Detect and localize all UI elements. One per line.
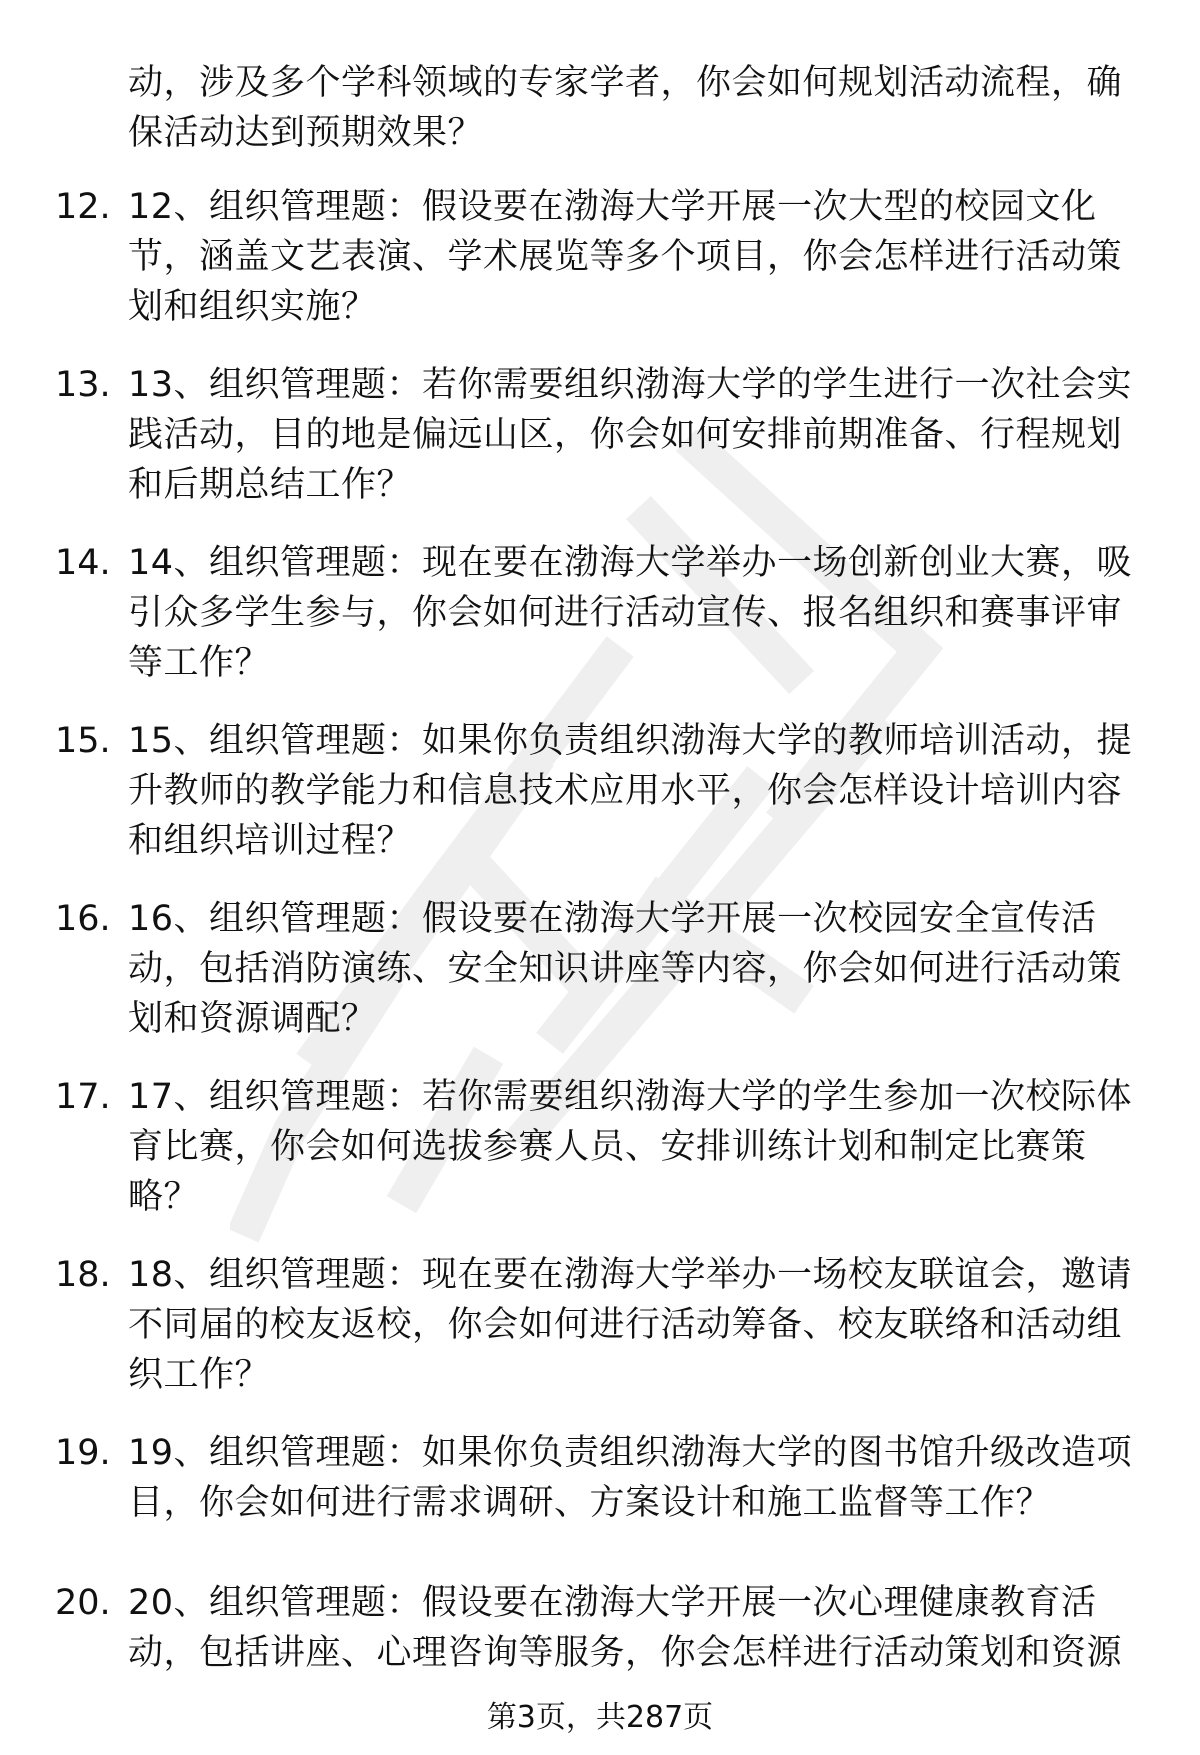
list-number: 17. xyxy=(55,1077,111,1117)
list-number: 15. xyxy=(55,721,111,761)
continued-question-text: 动，涉及多个学科领域的专家学者，你会如何规划活动流程，确保活动达到预期效果？ xyxy=(128,63,1123,153)
list-number: 19. xyxy=(55,1433,111,1473)
question-text: 16、组织管理题：假设要在渤海大学开展一次校园安全宣传活动，包括消防演练、安全知识讲座等内容，你会如何进行活动策划和资源调配？ xyxy=(128,899,1123,1039)
list-number: 20. xyxy=(55,1583,111,1623)
question-text: 14、组织管理题：现在要在渤海大学举办一场创新创业大赛，吸引众多学生参与，你会如何进行活动宣传、报名组织和赛事评审等工作？ xyxy=(128,543,1133,683)
question-text: 13、组织管理题：若你需要组织渤海大学的学生进行一次社会实践活动，目的地是偏远山区，你会如何安排前期准备、行程规划和后期总结工作？ xyxy=(128,365,1133,505)
question-text: 19、组织管理题：如果你负责组织渤海大学的图书馆升级改造项目，你会如何进行需求调研、方案设计和施工监督等工作？ xyxy=(128,1433,1133,1523)
question-text: 15、组织管理题：如果你负责组织渤海大学的教师培训活动，提升教师的教学能力和信息技术应用水平，你会怎样设计培训内容和组织培训过程？ xyxy=(128,721,1133,861)
question-text: 18、组织管理题：现在要在渤海大学举办一场校友联谊会，邀请不同届的校友返校，你会如何进行活动筹备、校友联络和活动组织工作？ xyxy=(128,1255,1133,1395)
question-text: 17、组织管理题：若你需要组织渤海大学的学生参加一次校际体育比赛，你会如何选拔参赛人员、安排训练计划和制定比赛策略？ xyxy=(128,1077,1133,1217)
list-number: 13. xyxy=(55,365,111,405)
list-number: 18. xyxy=(55,1255,111,1295)
question-text: 12、组织管理题：假设要在渤海大学开展一次大型的校园文化节，涵盖文艺表演、学术展览等多个项目，你会怎样进行活动策划和组织实施？ xyxy=(128,187,1123,327)
list-number: 14. xyxy=(55,543,111,583)
question-text: 20、组织管理题：假设要在渤海大学开展一次心理健康教育活动，包括讲座、心理咨询等服务，你会怎样进行活动策划和资源 xyxy=(128,1583,1123,1673)
page-footer: 第3页，共287页 xyxy=(486,1700,714,1735)
list-number: 16. xyxy=(55,899,111,939)
list-number: 12. xyxy=(55,187,111,227)
